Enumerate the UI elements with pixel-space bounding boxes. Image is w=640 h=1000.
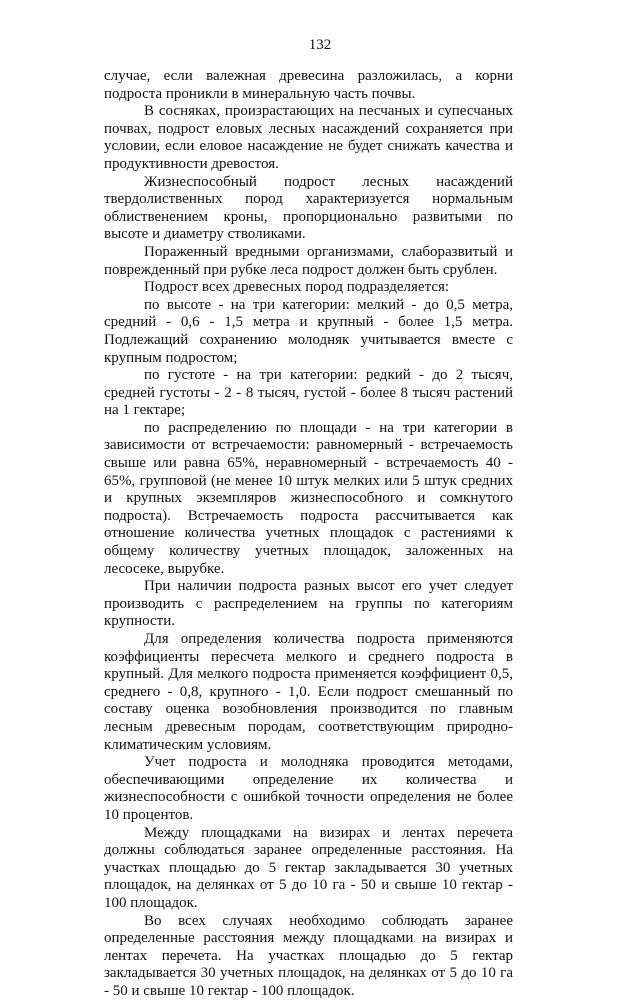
document-body	[104, 68, 513, 1000]
paragraph-continuation: случае, если валежная древесина разложилась, а корни подроста проникли в минеральную часть почвы.	[104, 68, 513, 103]
paragraph-mixed-heights: При наличии подроста разных высот его учет следует производить с распределением на группы по категориям крупности.	[104, 578, 513, 631]
paragraph-accounting-methods: Учет подроста и молодняка проводится методами, обеспечивающими определение их количества и жизнеспособности с ошибкой точности определения не более 10 процентов.	[104, 754, 513, 824]
paragraph-by-density: по густоте - на три категории: редкий - до 2 тысяч, средней густоты - 2 - 8 тысяч, густой - более 8 тысяч растений на 1 гектаре;	[104, 367, 513, 420]
paragraph-damaged-undergrowth: Пораженный вредными организмами, слаборазвитый и поврежденный при рубке леса подрост должен быть срублен.	[104, 244, 513, 279]
paragraph-spruce-undergrowth: В сосняках, произрастающих на песчаных и супесчаных почвах, подрост еловых лесных насаждений сохраняется при условии, если еловое насаждение не будет снижать качества и продуктивности древостоя.	[104, 103, 513, 173]
paragraph-hardwood-viability: Жизнеспособный подрост лесных насаждений твердолиственных пород характеризуется нормальным облиственением кроны, пропорционально развитыми по высоте и диаметру стволиками.	[104, 174, 513, 244]
paragraph-plot-spacing: Между площадками на визирах и лентах перечета должны соблюдаться заранее определенные расстояния. На участках площадью до 5 гектар закладывается 30 учетных площадок, на делянках от 5 до 10 га - 50 и свыше 10 гектар - 100 площадок.	[104, 825, 513, 913]
paragraph-classification-intro: Подрост всех древесных пород подразделяется:	[104, 279, 513, 297]
paragraph-by-height: по высоте - на три категории: мелкий - до 0,5 метра, средний - 0,6 - 1,5 метра и крупный - более 1,5 метра. Подлежащий сохранению молодняк учитывается вместе с крупным подростом;	[104, 297, 513, 367]
paragraph-conversion-coefficients: Для определения количества подроста применяются коэффициенты пересчета мелкого и среднего подроста в крупный. Для мелкого подроста применяется коэффициент 0,5, среднего - 0,8, крупного - 1,0. Если подрост смешанный по составу оценка возобновления производится по главным лесным древесным породам, соответствующим природно-климатическим условиям.	[104, 631, 513, 754]
paragraph-by-distribution: по распределению по площади - на три категории в зависимости от встречаемости: равномерный - встречаемость свыше или равна 65%, неравномерный - встречаемость 40 - 65%, групповой (не менее 10 штук мелких или 5 штук средних и крупных экземпляров жизнеспособного и сомкнутого подроста). Встречаемость подроста рассчитывается как отношение количества учетных площадок с растениями к общему количеству учетных площадок, заложенных на лесосеке, вырубке.	[104, 420, 513, 578]
paragraph-all-cases: Во всех случаях необходимо соблюдать заранее определенные расстояния между площадками на визирах и лентах перечета. На участках площадью до 5 гектар закладывается 30 учетных площадок, на делянках от 5 до 10 га - 50 и свыше 10 гектар - 100 площадок.	[104, 913, 513, 1000]
page-number: 132	[0, 36, 640, 54]
